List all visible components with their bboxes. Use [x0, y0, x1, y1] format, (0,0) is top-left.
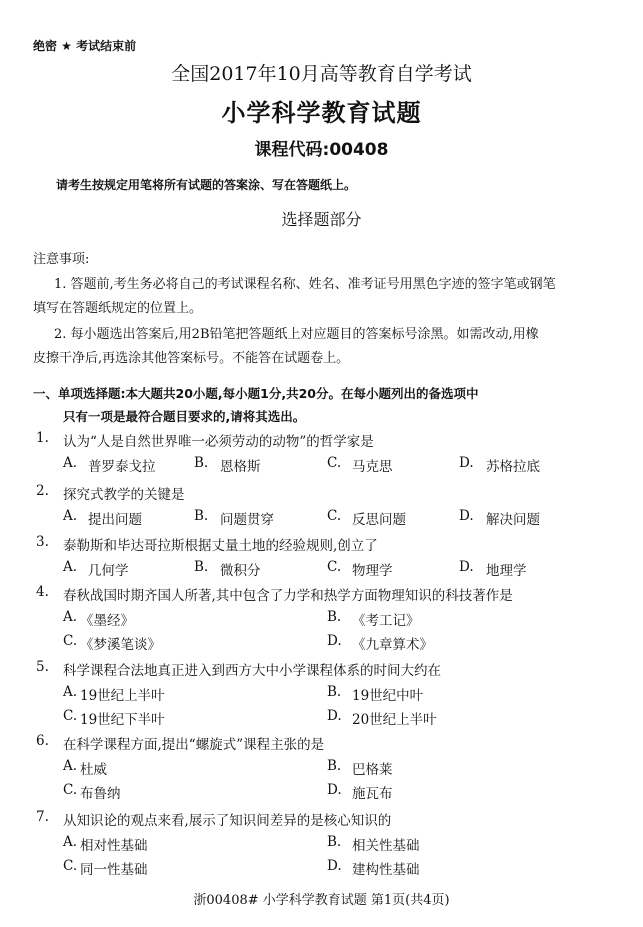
- note-line: 皮擦干净后,再选涂其他答案标号。不能答在试题卷上。: [33, 351, 350, 366]
- option-label: C.: [63, 782, 78, 798]
- question-stem: 在科学课程方面,提出“螺旋式”课程主张的是: [63, 737, 325, 753]
- option-label: B.: [327, 834, 342, 850]
- option-label: A.: [63, 609, 78, 625]
- question-stem: 认为“人是自然世界唯一必须劳动的动物”的哲学家是: [63, 434, 374, 450]
- option-text: 施瓦布: [352, 786, 393, 802]
- option-text: 微积分: [220, 563, 261, 579]
- section-heading-cont: 只有一项是最符合题目要求的,请将其选出。: [63, 409, 306, 424]
- option-text: 布鲁纳: [80, 786, 121, 802]
- option-text: 几何学: [88, 563, 129, 579]
- confidential-label: 绝密 ★ 考试结束前: [33, 39, 137, 53]
- page-title: 小学科学教育试题: [221, 99, 422, 127]
- option-label: C.: [63, 633, 78, 649]
- option-label: D.: [327, 782, 342, 798]
- option-label: D.: [327, 633, 342, 649]
- option-label: A.: [63, 834, 78, 850]
- option-label: B.: [194, 455, 209, 471]
- option-text: 提出问题: [88, 512, 142, 528]
- option-label: C.: [327, 455, 342, 471]
- note-line: 1. 答题前,考生务必将自己的考试课程名称、姓名、准考证号用黑色字迹的签字笔或钢笔: [54, 277, 556, 292]
- question-number: 7.: [36, 809, 49, 825]
- option-text: 反思问题: [352, 512, 406, 528]
- option-text: 马克思: [352, 459, 393, 475]
- question-number: 2.: [36, 483, 49, 499]
- part-title: 选择题部分: [281, 210, 362, 229]
- option-label: C.: [63, 708, 78, 724]
- option-label: C.: [63, 858, 78, 874]
- notes-heading: 注意事项:: [33, 252, 90, 267]
- question-stem: 泰勒斯和毕达哥拉斯根据丈量土地的经验规则,创立了: [63, 538, 378, 554]
- option-text: 恩格斯: [220, 459, 261, 475]
- option-label: A.: [63, 758, 78, 774]
- option-label: B.: [194, 508, 209, 524]
- option-label: A.: [63, 455, 78, 471]
- question-number: 1.: [36, 430, 49, 446]
- option-label: B.: [194, 559, 209, 575]
- option-text: 巴格莱: [352, 762, 393, 778]
- question-number: 4.: [36, 584, 49, 600]
- answer-instruction: 请考生按规定用笔将所有试题的答案涂、写在答题纸上。: [56, 178, 357, 192]
- option-label: B.: [327, 684, 342, 700]
- option-label: D.: [459, 559, 474, 575]
- option-text: 19世纪下半叶: [80, 712, 165, 728]
- option-label: A.: [63, 684, 78, 700]
- option-label: B.: [327, 609, 342, 625]
- option-label: C.: [327, 508, 342, 524]
- question-number: 6.: [36, 733, 49, 749]
- option-text: 《墨经》: [80, 613, 134, 629]
- exam-session-line: 全国2017年10月高等教育自学考试: [171, 63, 472, 85]
- option-text: 《考工记》: [352, 613, 420, 629]
- section-heading: 一、单项选择题:本大题共20小题,每小题1分,共20分。在每小题列出的备选项中: [33, 386, 479, 401]
- option-text: 问题贯穿: [220, 512, 274, 528]
- option-text: 相关性基础: [352, 838, 420, 854]
- option-text: 普罗泰戈拉: [88, 459, 156, 475]
- option-label: D.: [327, 858, 342, 874]
- option-text: 建构性基础: [352, 862, 420, 878]
- option-text: 19世纪中叶: [352, 688, 424, 704]
- option-text: 杜威: [80, 762, 107, 778]
- option-label: C.: [327, 559, 342, 575]
- option-text: 相对性基础: [80, 838, 148, 854]
- course-code: 课程代码:00408: [254, 140, 389, 160]
- page-footer: 浙00408# 小学科学教育试题 第1页(共4页): [193, 893, 450, 908]
- question-number: 3.: [36, 534, 49, 550]
- option-text: 解决问题: [486, 512, 540, 528]
- option-label: D.: [327, 708, 342, 724]
- question-stem: 探究式教学的关键是: [63, 487, 185, 503]
- option-text: 20世纪上半叶: [352, 712, 437, 728]
- note-line: 填写在答题纸规定的位置上。: [33, 301, 203, 316]
- option-label: A.: [63, 559, 78, 575]
- question-stem: 科学课程合法地真正进入到西方大中小学课程体系的时间大约在: [63, 663, 441, 679]
- note-line: 2. 每小题选出答案后,用2B铅笔把答题纸上对应题目的答案标号涂黑。如需改动,用橡: [54, 327, 539, 342]
- option-label: B.: [327, 758, 342, 774]
- question-number: 5.: [36, 659, 49, 675]
- option-text: 地理学: [486, 563, 527, 579]
- question-stem: 春秋战国时期齐国人所著,其中包含了力学和热学方面物理知识的科技著作是: [63, 588, 513, 604]
- option-text: 《九章算术》: [352, 637, 433, 653]
- question-stem: 从知识论的观点来看,展示了知识间差异的是核心知识的: [63, 813, 392, 829]
- option-text: 物理学: [352, 563, 393, 579]
- option-text: 《梦溪笔谈》: [80, 637, 161, 653]
- option-label: A.: [63, 508, 78, 524]
- option-label: D.: [459, 455, 474, 471]
- option-text: 同一性基础: [80, 862, 148, 878]
- option-label: D.: [459, 508, 474, 524]
- option-text: 19世纪上半叶: [80, 688, 165, 704]
- option-text: 苏格拉底: [486, 459, 540, 475]
